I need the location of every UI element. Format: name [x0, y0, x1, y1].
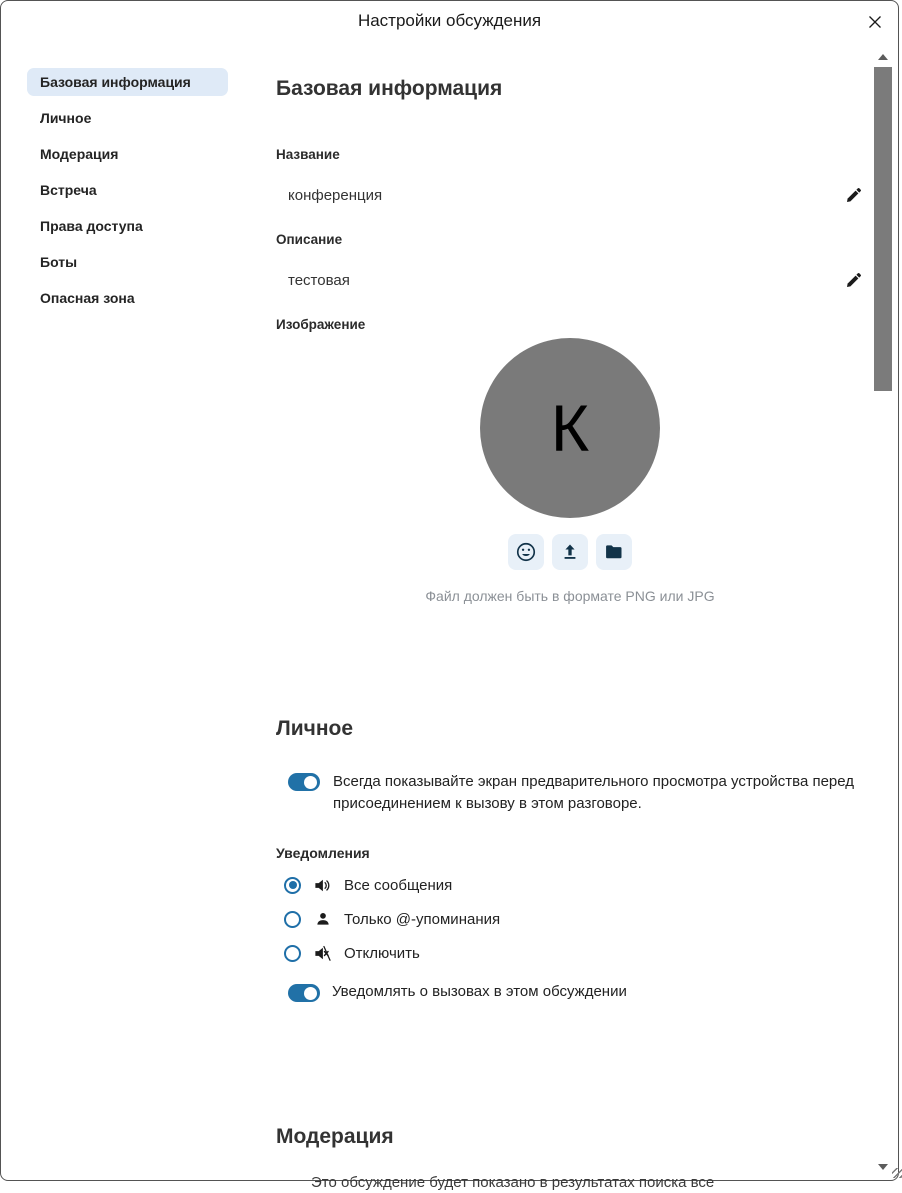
smiley-icon — [515, 541, 537, 563]
notification-option-label: Отключить — [344, 944, 420, 962]
call-notifications-setting — [276, 981, 864, 1003]
notification-option-mentions[interactable] — [276, 907, 864, 931]
speaker-muted-icon — [313, 944, 332, 963]
speaker-icon — [313, 876, 332, 895]
call-notifications-toggle[interactable] — [288, 984, 320, 1002]
file-format-hint: Файл должен быть в формате PNG или JPG — [425, 588, 715, 604]
sidebar-item-personal[interactable]: Личное — [40, 110, 92, 126]
scroll-down-button[interactable] — [878, 1164, 888, 1170]
radio-indicator — [284, 877, 301, 894]
browse-files-button[interactable] — [596, 534, 632, 570]
sidebar-item-moderation[interactable]: Модерация — [40, 146, 119, 162]
personal-heading: Личное — [276, 717, 354, 740]
emoji-avatar-button[interactable] — [508, 534, 544, 570]
scroll-up-button[interactable] — [878, 54, 888, 60]
radio-indicator — [284, 911, 301, 928]
name-field-label: Название — [276, 147, 340, 162]
person-icon — [313, 910, 332, 928]
radio-indicator — [284, 945, 301, 962]
edit-description-button[interactable] — [844, 270, 864, 290]
folder-icon — [604, 542, 624, 562]
description-value: тестовая — [288, 271, 350, 289]
avatar — [480, 338, 660, 518]
avatar-letter: К — [550, 391, 590, 465]
notifications-label: Уведомления — [276, 845, 370, 861]
device-preview-setting — [276, 771, 864, 815]
device-preview-label: Всегда показывайте экран предварительного просмотра устройства перед присоединением к вызову в этом разговоре. — [333, 773, 855, 812]
settings-sidebar — [27, 68, 228, 320]
name-field-row — [276, 180, 864, 210]
description-field-label: Описание — [276, 232, 343, 247]
image-field-label: Изображение — [276, 317, 366, 332]
call-notifications-label: Уведомлять о вызовах в этом обсуждении — [332, 983, 627, 1000]
name-value: конференция — [288, 186, 383, 204]
pencil-icon — [846, 187, 862, 203]
resize-grip-icon[interactable] — [892, 1168, 902, 1178]
close-button[interactable] — [865, 12, 885, 32]
sidebar-item-meeting[interactable]: Встреча — [40, 182, 97, 198]
sidebar-item-basic-info[interactable]: Базовая информация — [27, 68, 228, 96]
close-icon — [867, 14, 883, 30]
notification-options — [276, 873, 864, 965]
notification-option-label: Только @-упоминания — [344, 910, 501, 928]
scrollbar-thumb[interactable] — [874, 67, 892, 391]
description-field-row — [276, 265, 864, 295]
avatar-section — [276, 338, 864, 518]
notification-option-all-messages[interactable] — [276, 873, 864, 897]
notification-option-label: Все сообщения — [344, 876, 453, 894]
scrollbar[interactable] — [874, 45, 892, 1180]
pencil-icon — [846, 272, 862, 288]
moderation-heading: Модерация — [276, 1125, 394, 1148]
dialog-title: Настройки обсуждения — [357, 11, 542, 30]
sidebar-item-danger-zone[interactable]: Опасная зона — [40, 290, 135, 306]
edit-name-button[interactable] — [844, 185, 864, 205]
upload-icon — [560, 542, 580, 562]
sidebar-item-bots[interactable]: Боты — [40, 254, 78, 270]
settings-content — [276, 45, 864, 1193]
avatar-buttons-row — [276, 534, 864, 570]
moderation-description: Это обсуждение будет показано в результатах поиска все — [311, 1174, 715, 1191]
sidebar-item-access-rights[interactable]: Права доступа — [40, 218, 143, 234]
device-preview-toggle[interactable] — [288, 773, 320, 791]
notification-option-mute[interactable] — [276, 941, 864, 965]
basic-info-heading: Базовая информация — [276, 77, 503, 100]
upload-avatar-button[interactable] — [552, 534, 588, 570]
